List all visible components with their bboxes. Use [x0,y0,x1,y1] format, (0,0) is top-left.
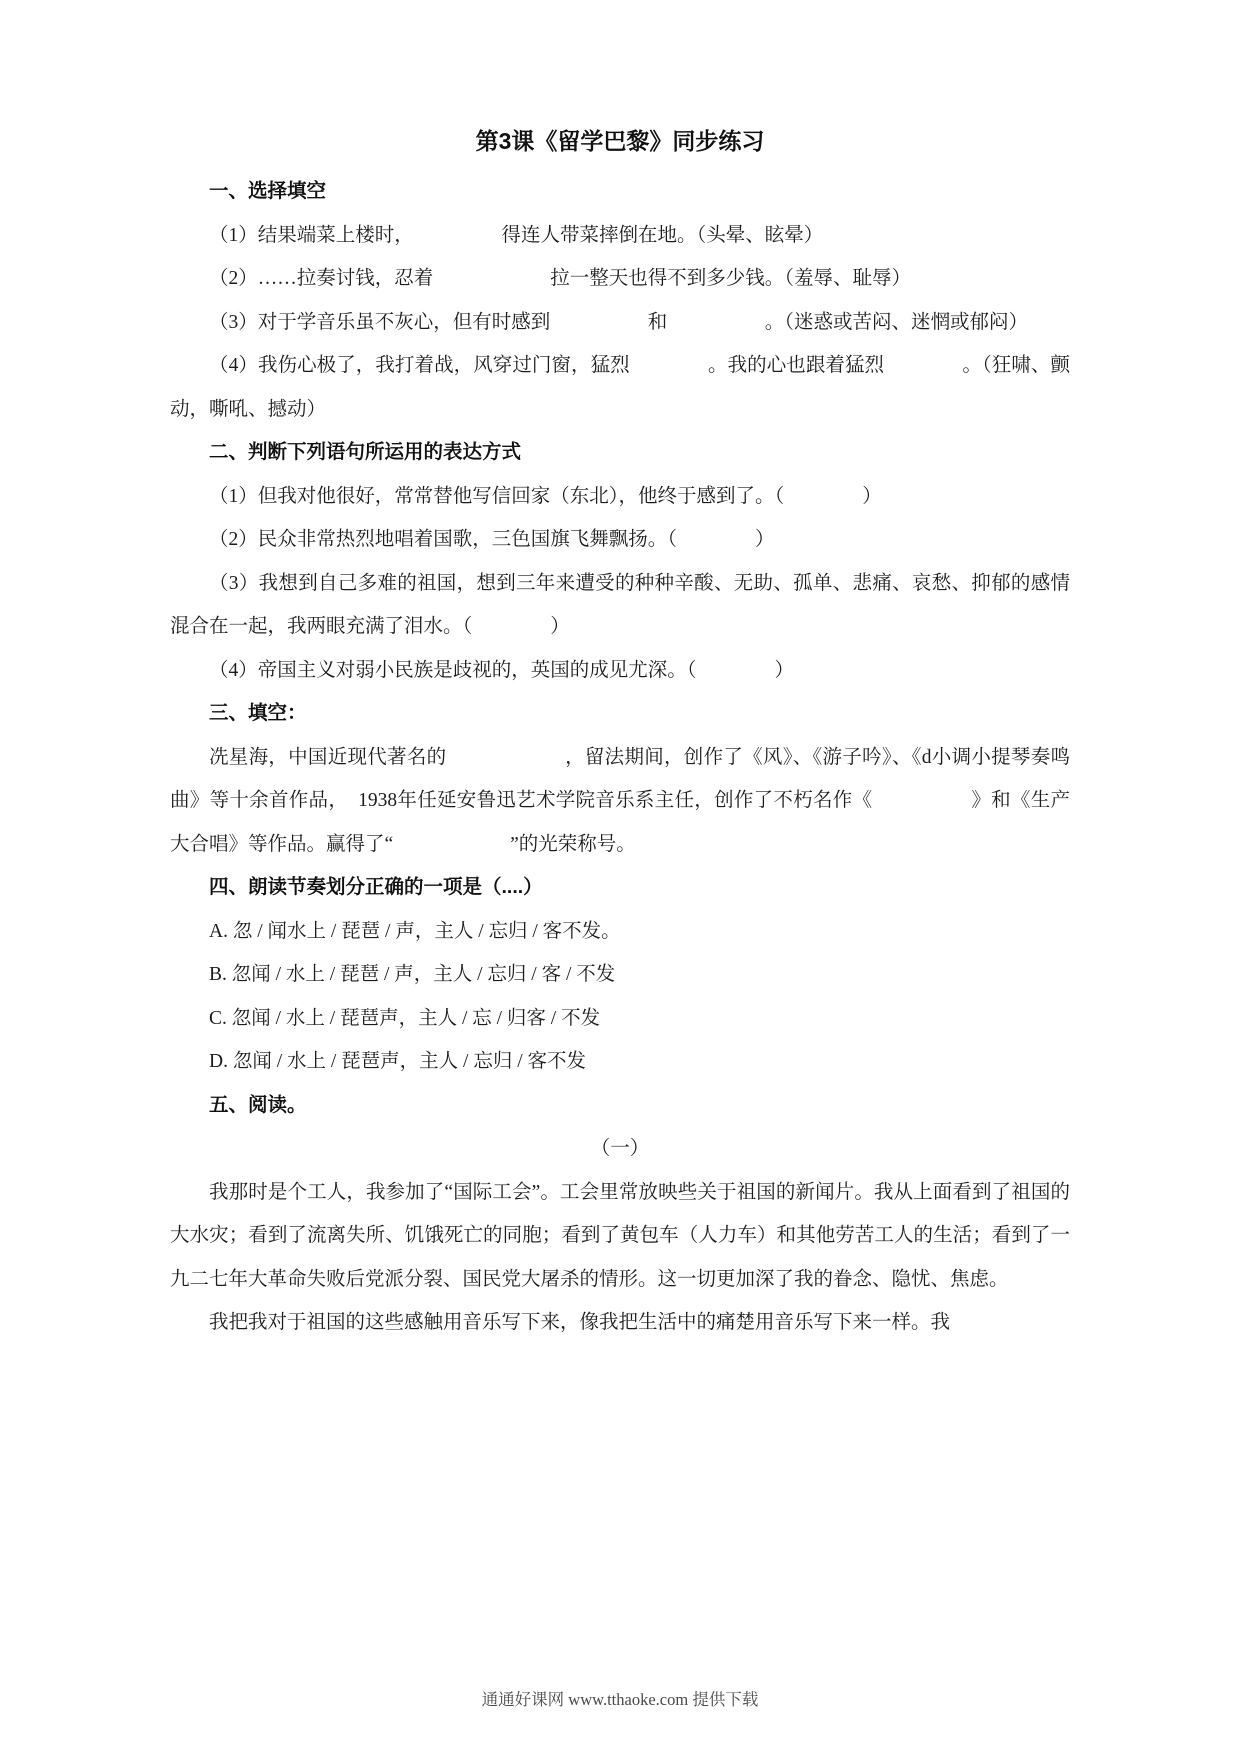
fill-item-4: （4）我伤心极了，我打着战，风穿过门窗，猛烈 。我的心也跟着猛烈 。（狂啸、颤动，嘶吼、撼动） [170,355,1070,420]
judge-item-4: （4）帝国主义对弱小民族是歧视的，英国的成见尤深。（ ） [209,659,795,681]
option-b: B. 忽闻 / 水上 / 琵琶 / 声，主人 / 忘归 / 客 / 不发 [209,964,616,985]
section-reading [170,1084,1070,1345]
section-expression-judge [170,431,1070,692]
fill-blank-paragraph: 冼星海，中国近现代著名的 ，留法期间，创作了《风》、《游子吟》、《d小调小提琴奏鸣曲》等十余首作品， 1938年任延安鲁迅艺术学院音乐系主任，创作了不朽名作《 》和《生产大合唱》等作品。赢得了“ ”的光荣称号。 [170,746,1070,855]
judge-item-2: （2）民众非常热烈地唱着国歌，三色国旗飞舞飘扬。（ ） [209,529,775,550]
fill-item-2: （2）……拉奏讨钱，忍着 拉一整天也得不到多少钱。（羞辱、耻辱） [209,268,912,289]
judge-item-1: （1）但我对他很好，常常替他写信回家（东北），他终于感到了。（ ） [209,485,882,507]
section-5-heading: 五、阅读。 [209,1093,307,1116]
fill-item-3: （3）对于学音乐虽不灰心，但有时感到 和 。（迷惑或苦闷、迷惘或郁闷） [209,311,1029,333]
page-title: 第3课《留学巴黎》同步练习 [475,128,765,154]
page-footer: 通通好课网 www.tthaoke.com 提供下载 [481,1690,759,1709]
fill-item-1: （1）结果端菜上楼时， 得连人带菜摔倒在地。（头晕、眩晕） [209,224,824,246]
reading-paragraph-1: 我那时是个工人，我参加了“国际工会”。工会里常放映些关于祖国的新闻片。我从上面看到了祖国的大水灾；看到了流离失所、饥饿死亡的同胞；看到了黄包车（人力车）和其他劳苦工人的生活；看到了一九二七年大革命失败后党派分裂、国民党大屠杀的情形。这一切更加深了我的眷念、隐忧、焦虑。 [170,1181,1070,1290]
option-d: D. 忽闻 / 水上 / 琵琶声，主人 / 忘归 / 客不发 [209,1051,587,1072]
reading-part-label: （一） [590,1138,650,1159]
section-2-heading: 二、判断下列语句所运用的表达方式 [209,441,522,463]
option-c: C. 忽闻 / 水上 / 琵琶声，主人 / 忘 / 归客 / 不发 [209,1007,601,1029]
option-a: A. 忽 / 闻水上 / 琵琶 / 声，主人 / 忘归 / 客不发。 [209,920,621,942]
section-1-heading: 一、选择填空 [209,180,327,202]
reading-paragraph-2: 我把我对于祖国的这些感触用音乐写下来，像我把生活中的痛楚用音乐写下来一样。我 [209,1312,951,1333]
section-choose-fill [170,170,1070,431]
judge-item-3: （3）我想到自己多难的祖国，想到三年来遭受的种种辛酸、无助、孤单、悲痛、哀愁、抑郁的感情混合在一起，我两眼充满了泪水。（ ） [170,572,1070,637]
section-4-heading: 四、朗读节奏划分正确的一项是（....） [209,876,543,898]
section-reading-rhythm [170,866,1070,1084]
section-3-heading: 三、填空： [209,702,307,724]
section-fill-blank [170,692,1070,866]
